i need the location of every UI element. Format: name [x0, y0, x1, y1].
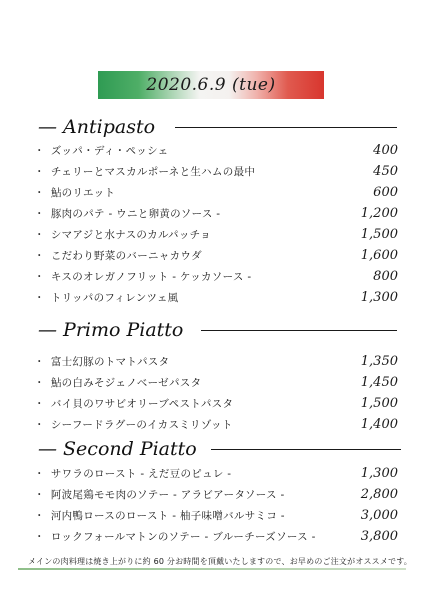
menu-item [34, 224, 398, 244]
section-divider [211, 449, 401, 450]
bullet: ・ [34, 165, 45, 178]
item-price: 1,500 [360, 395, 398, 411]
menu-item [34, 287, 398, 307]
bullet: ・ [34, 397, 45, 410]
item-name: 阿波尾鶏モモ肉のソテー - アラビアータソース - [50, 488, 285, 501]
menu-item [34, 351, 398, 371]
footer-note: メインの肉料理は焼き上がりに約 60 分お時間を頂戴いたしますので、お早めのご注文がオススメです。 [27, 557, 413, 566]
menu-item [34, 245, 398, 265]
bullet: ・ [34, 488, 45, 501]
menu-item [34, 393, 398, 413]
item-price: 1,350 [360, 353, 398, 369]
item-price: 400 [373, 142, 398, 158]
bullet: ・ [34, 530, 45, 543]
item-name: バイ貝のワサビオリーブペストパスタ [50, 397, 234, 410]
item-price: 1,300 [360, 465, 398, 481]
item-name: 富士幻豚のトマトパスタ [50, 355, 170, 368]
bullet: ・ [34, 467, 45, 480]
item-price: 1,450 [360, 374, 398, 390]
section-divider [175, 127, 397, 128]
menu-item [34, 266, 398, 286]
bullet: ・ [34, 270, 45, 283]
menu-item [34, 140, 398, 160]
section-title: — Primo Piatto [38, 319, 184, 341]
section-header-second-piatto [38, 437, 401, 461]
section-header-antipasto [38, 115, 397, 139]
menu-item [34, 526, 398, 546]
date-banner [98, 71, 324, 99]
bullet: ・ [34, 249, 45, 262]
bullet: ・ [34, 291, 45, 304]
item-name: シーフードラグーのイカスミリゾット [50, 418, 233, 431]
item-price: 1,600 [360, 247, 398, 263]
item-price: 450 [373, 163, 398, 179]
item-price: 1,200 [360, 205, 398, 221]
menu-item [34, 182, 398, 202]
item-name: ズッパ・ディ・ペッシェ [50, 144, 169, 157]
item-price: 3,800 [360, 528, 398, 544]
bullet: ・ [34, 144, 45, 157]
menu-item [34, 463, 398, 483]
item-name: 鮎の白みそジェノベーゼパスタ [50, 376, 202, 389]
bullet: ・ [34, 509, 45, 522]
footer-divider [18, 568, 406, 570]
bullet: ・ [34, 355, 45, 368]
item-name: ロックフォールマトンのソテー - ブルーチーズソース - [50, 530, 316, 543]
section-divider [201, 330, 397, 331]
item-name: こだわり野菜のバーニャカウダ [50, 249, 202, 262]
item-price: 1,300 [360, 289, 398, 305]
item-price: 2,800 [360, 486, 398, 502]
item-price: 3,000 [360, 507, 398, 523]
item-name: シマアジと水ナスのカルパッチョ [50, 228, 211, 241]
section-title: — Second Piatto [38, 438, 197, 460]
item-name: 豚肉のパテ - ウニと卵黄のソース - [50, 207, 221, 220]
bullet: ・ [34, 418, 45, 431]
menu-item [34, 372, 398, 392]
item-name: チェリーとマスカルポーネと生ハムの最中 [50, 165, 256, 178]
menu-item [34, 484, 398, 504]
item-name: キスのオレガノフリット - ケッカソース - [50, 270, 252, 283]
menu-item [34, 203, 398, 223]
item-name: 河内鴨ロースのロースト - 柚子味噌バルサミコ - [50, 509, 285, 522]
bullet: ・ [34, 186, 45, 199]
menu-item [34, 161, 398, 181]
bullet: ・ [34, 207, 45, 220]
item-price: 600 [373, 184, 398, 200]
item-name: トリッパのフィレンツェ風 [50, 291, 179, 304]
item-price: 1,400 [360, 416, 398, 432]
bullet: ・ [34, 228, 45, 241]
menu-item [34, 414, 398, 434]
item-price: 1,500 [360, 226, 398, 242]
item-price: 800 [373, 268, 398, 284]
section-header-primo-piatto [38, 318, 397, 342]
bullet: ・ [34, 376, 45, 389]
menu-item [34, 505, 398, 525]
section-title: — Antipasto [38, 116, 156, 138]
item-name: サワラのロースト - えだ豆のピュレ - [50, 467, 232, 480]
item-name: 鮎のリエット [50, 186, 116, 199]
menu-date: 2020.6.9 (tue) [146, 75, 276, 95]
